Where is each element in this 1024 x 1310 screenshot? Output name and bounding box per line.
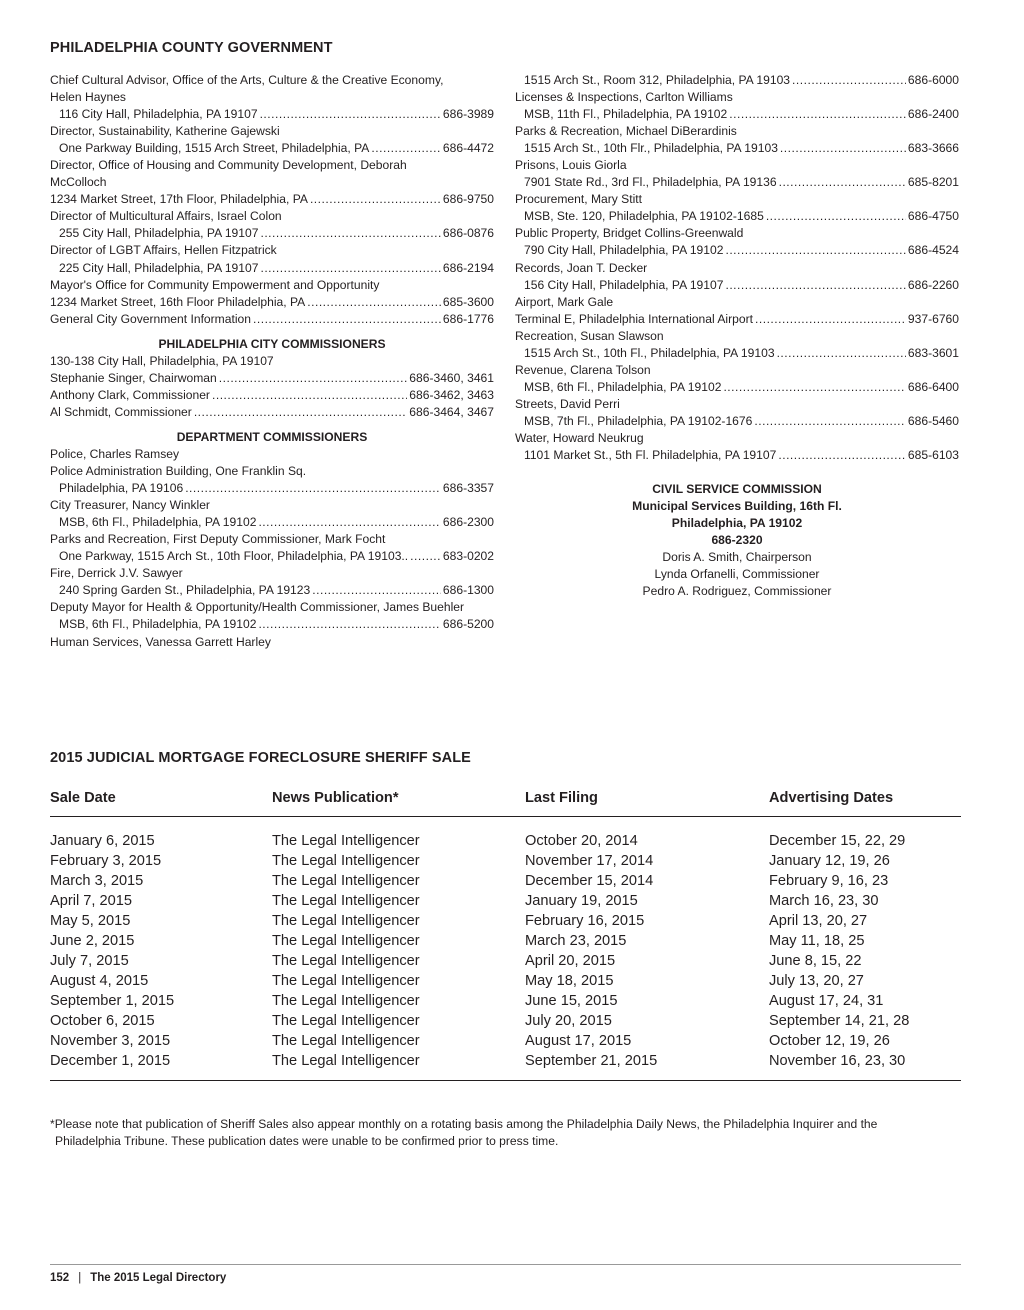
- news-publication-cell: The Legal Intelligencer: [272, 952, 420, 969]
- directory-text-line: [515, 362, 959, 379]
- entry-text: Chief Cultural Advisor, Office of the Arts, Culture & the Creative Economy,: [50, 73, 444, 87]
- dot-leader: [725, 277, 905, 294]
- directory-text-line: [515, 157, 959, 174]
- department-commissioners-list: [50, 446, 494, 651]
- table-row: [50, 1051, 961, 1081]
- directory-text-line: [50, 242, 494, 259]
- government-left-column: [50, 72, 494, 651]
- civil-service-commission: [515, 481, 959, 600]
- entry-text: 240 Spring Garden St., Philadelphia, PA 19123: [59, 583, 311, 598]
- entry-text: Prisons, Louis Giorla: [515, 158, 627, 173]
- entry-text: Police, Charles Ramsey: [50, 446, 180, 461]
- news-publication-cell: The Legal Intelligencer: [272, 1051, 525, 1081]
- directory-text-line: [515, 328, 959, 345]
- directory-entry: [50, 191, 494, 208]
- directory-entry: [515, 379, 959, 396]
- news-publication-cell: The Legal Intelligencer: [272, 852, 420, 869]
- column-header-last-filing: Last Filing: [525, 788, 769, 816]
- entry-text: Licenses & Inspections, Carlton Williams: [515, 90, 733, 105]
- table-row: [50, 851, 961, 871]
- directory-text-line: [50, 531, 494, 548]
- entry-text: MSB, 7th Fl., Philadelphia, PA 19102-1676: [524, 413, 753, 428]
- phone-number: 686-5460: [907, 413, 959, 428]
- directory-text-line: [50, 277, 494, 294]
- sale-date-cell: May 5, 2015: [50, 912, 131, 929]
- entry-text: MSB, 6th Fl., Philadelphia, PA 19102: [59, 617, 257, 632]
- entry-text: Procurement, Mary Stitt: [515, 192, 643, 207]
- phone-number: 686-4750: [907, 209, 959, 224]
- directory-text-line: [50, 89, 494, 106]
- table-row: [50, 1011, 961, 1031]
- phone-number: 686-3464, 3467: [409, 404, 494, 419]
- news-publication-cell: The Legal Intelligencer: [272, 992, 420, 1009]
- entry-text: General City Government Information: [50, 311, 251, 326]
- last-filing-cell: October 20, 2014: [525, 832, 638, 849]
- table-row: [50, 871, 961, 891]
- directory-entry: [515, 345, 959, 362]
- dot-leader: [219, 370, 408, 387]
- dot-leader: [260, 106, 441, 123]
- directory-entry: [50, 514, 494, 531]
- civil-service-phone: 686-2320: [711, 533, 763, 548]
- dot-leader: [185, 480, 441, 497]
- dot-leader: [253, 311, 441, 328]
- phone-number: 683-0202: [442, 549, 494, 564]
- directory-entry: [515, 277, 959, 294]
- dot-leader: [371, 140, 441, 157]
- table-row: [50, 951, 961, 971]
- phone-number: 686-2260: [907, 277, 959, 292]
- entry-text: City Treasurer, Nancy Winkler: [50, 498, 210, 513]
- entry-text: MSB, 11th Fl., Philadelphia, PA 19102: [524, 107, 728, 122]
- entry-text: MSB, 6th Fl., Philadelphia, PA 19102: [59, 515, 257, 530]
- dot-leader: [778, 447, 906, 464]
- column-header-sale-date: Sale Date: [50, 788, 272, 816]
- advertising-dates-cell: December 15, 22, 29: [769, 832, 906, 849]
- entry-text: Airport, Mark Gale: [515, 294, 614, 309]
- entry-text: Director, Office of Housing and Community Development, Deborah: [50, 158, 407, 173]
- entry-text: Water, Howard Neukrug: [515, 430, 644, 445]
- news-publication-cell: The Legal Intelligencer: [272, 912, 420, 929]
- dot-leader: [212, 387, 407, 404]
- entry-text: Fire, Derrick J.V. Sawyer: [50, 566, 183, 581]
- entry-text: 1101 Market St., 5th Fl. Philadelphia, PA 19107: [524, 448, 777, 463]
- civil-service-member: Lynda Orfanelli, Commissioner: [654, 567, 820, 582]
- page-number: 152: [50, 1272, 70, 1284]
- entry-text: Records, Joan T. Decker: [515, 260, 648, 275]
- entry-text: Director of Multicultural Affairs, Israel Colon: [50, 209, 282, 224]
- entry-text: 1515 Arch St., 10th Fl., Philadelphia, PA 19103: [524, 345, 775, 360]
- directory-entry: [50, 225, 494, 242]
- entry-text: 156 City Hall, Philadelphia, PA 19107: [524, 277, 724, 292]
- entry-text: Terminal E, Philadelphia International Airport: [515, 311, 753, 326]
- entry-text: 116 City Hall, Philadelphia, PA 19107: [59, 107, 258, 122]
- city-commissioners-heading: PHILADELPHIA CITY COMMISSIONERS: [158, 336, 386, 351]
- directory-entry: [515, 413, 959, 430]
- directory-entry: [50, 387, 494, 404]
- civil-service-heading: CIVIL SERVICE COMMISSION: [652, 482, 822, 496]
- civil-service-building: Municipal Services Building, 16th Fl.: [632, 499, 842, 514]
- phone-number: 686-6000: [907, 73, 959, 87]
- dot-leader: [194, 404, 407, 421]
- phone-number: 686-5200: [442, 617, 494, 632]
- directory-text-line: [50, 157, 494, 174]
- directory-entry: [50, 616, 494, 633]
- dot-leader: [260, 260, 440, 277]
- dot-leader: [792, 72, 906, 89]
- sale-date-cell: December 1, 2015: [50, 1051, 272, 1081]
- directory-text-line: [50, 72, 494, 89]
- page-footer: [50, 1272, 226, 1284]
- directory-entry: [50, 582, 494, 599]
- dot-leader: [258, 616, 440, 633]
- entry-text: McColloch: [50, 175, 107, 190]
- dot-leader: [725, 242, 905, 259]
- last-filing-cell: August 17, 2015: [525, 1032, 632, 1049]
- directory-text-line: [515, 260, 959, 277]
- directory-text-line: [50, 634, 494, 651]
- phone-number: 685-3600: [442, 294, 494, 309]
- directory-text-line: [515, 123, 959, 140]
- phone-number: 686-1776: [442, 311, 494, 326]
- advertising-dates-cell: May 11, 18, 25: [769, 932, 865, 949]
- entry-text: 1515 Arch St., 10th Flr., Philadelphia, PA 19103: [524, 141, 778, 156]
- civil-service-member: Pedro A. Rodriguez, Commissioner: [642, 584, 832, 599]
- entry-text: 790 City Hall, Philadelphia, PA 19102: [524, 243, 724, 258]
- entry-text: Director, Sustainability, Katherine Gajewski: [50, 124, 280, 139]
- entry-text: 255 City Hall, Philadelphia, PA 19107: [59, 226, 259, 241]
- sale-date-cell: October 6, 2015: [50, 1012, 155, 1029]
- entry-text: Philadelphia, PA 19106: [59, 481, 184, 496]
- entry-text: 7901 State Rd., 3rd Fl., Philadelphia, PA 19136: [524, 175, 777, 190]
- entry-text: One Parkway, 1515 Arch St., 10th Floor, Philadelphia, PA 19103..: [59, 549, 409, 564]
- directory-text-line: [50, 123, 494, 140]
- directory-entry: [50, 370, 494, 387]
- entry-text: Anthony Clark, Commissioner: [50, 387, 210, 402]
- entry-text: Helen Haynes: [50, 90, 126, 105]
- sheriff-sale-rows: [50, 816, 961, 1081]
- sheriff-sale-title: 2015 JUDICIAL MORTGAGE FORECLOSURE SHERIFF SALE: [50, 750, 471, 766]
- dot-leader: [307, 294, 441, 311]
- sale-date-cell: July 7, 2015: [50, 952, 129, 969]
- entry-text: 1234 Market Street, 17th Floor, Philadelphia, PA: [50, 192, 308, 207]
- sale-date-cell: June 2, 2015: [50, 932, 135, 949]
- directory-text-line: [515, 396, 959, 413]
- phone-number: 686-1300: [442, 583, 494, 598]
- directory-entry: [50, 140, 494, 157]
- footnote-line: Philadelphia Tribune. These publication dates were unable to be confirmed prior to press time.: [55, 1134, 559, 1148]
- table-row: [50, 891, 961, 911]
- table-row: [50, 931, 961, 951]
- last-filing-cell: May 18, 2015: [525, 972, 614, 989]
- directory-text-line: [50, 497, 494, 514]
- advertising-dates-cell: February 9, 16, 23: [769, 872, 889, 889]
- advertising-dates-cell: August 17, 24, 31: [769, 992, 884, 1009]
- directory-text-line: [50, 599, 494, 616]
- dot-leader: [260, 225, 440, 242]
- advertising-dates-cell: July 13, 20, 27: [769, 972, 864, 989]
- directory-entry: [515, 242, 959, 259]
- last-filing-cell: January 19, 2015: [525, 892, 638, 909]
- last-filing-cell: March 23, 2015: [525, 932, 627, 949]
- sale-date-cell: September 1, 2015: [50, 992, 175, 1009]
- directory-text-line: [50, 446, 494, 463]
- directory-entry: [50, 260, 494, 277]
- entry-text: MSB, Ste. 120, Philadelphia, PA 19102-1685: [524, 209, 764, 224]
- entry-text: Recreation, Susan Slawson: [515, 328, 664, 343]
- directory-text-line: [515, 89, 959, 106]
- directory-entry: [515, 447, 959, 464]
- news-publication-cell: The Legal Intelligencer: [272, 932, 420, 949]
- sale-date-cell: March 3, 2015: [50, 872, 144, 889]
- phone-number: 685-8201: [907, 175, 959, 190]
- dot-leader: [779, 174, 906, 191]
- sale-date-cell: November 3, 2015: [50, 1032, 171, 1049]
- directory-entry: [50, 480, 494, 497]
- directory-text-line: [50, 565, 494, 582]
- phone-number: 686-3357: [442, 481, 494, 496]
- entry-text: Mayor's Office for Community Empowerment and Opportunity: [50, 277, 380, 292]
- news-publication-cell: The Legal Intelligencer: [272, 832, 420, 849]
- footnote-line: *Please note that publication of Sheriff Sales also appear monthly on a rotating basis among the Philadelphia Daily News, the Philadelphia Inquirer and the: [50, 1117, 878, 1131]
- last-filing-cell: February 16, 2015: [525, 912, 645, 929]
- entry-text: One Parkway Building, 1515 Arch Street, Philadelphia, PA: [59, 141, 370, 156]
- directory-entry: [50, 106, 494, 123]
- dot-leader: [310, 191, 441, 208]
- table-row: [50, 816, 961, 851]
- news-publication-cell: The Legal Intelligencer: [272, 1012, 420, 1029]
- last-filing-cell: September 21, 2015: [525, 1051, 769, 1081]
- sale-date-cell: April 7, 2015: [50, 892, 132, 909]
- dot-leader: [723, 379, 905, 396]
- directory-entry: [515, 72, 959, 89]
- entry-text: 225 City Hall, Philadelphia, PA 19107: [59, 260, 259, 275]
- dot-leader: [258, 514, 440, 531]
- publication-name: The 2015 Legal Directory: [90, 1272, 227, 1284]
- phone-number: 686-3462, 3463: [409, 387, 494, 402]
- directory-text-line: [50, 174, 494, 191]
- phone-number: 686-2300: [442, 515, 494, 530]
- entry-text: Al Schmidt, Commissioner: [50, 404, 192, 419]
- entry-text: Parks & Recreation, Michael DiBerardinis: [515, 124, 737, 139]
- table-row: [50, 971, 961, 991]
- sale-date-cell: August 4, 2015: [50, 972, 149, 989]
- phone-number: 686-2400: [907, 107, 959, 122]
- last-filing-cell: July 20, 2015: [525, 1012, 612, 1029]
- table-row: [50, 991, 961, 1011]
- directory-entry: [50, 311, 494, 328]
- directory-text-line: [515, 294, 959, 311]
- last-filing-cell: April 20, 2015: [525, 952, 616, 969]
- news-publication-cell: The Legal Intelligencer: [272, 872, 420, 889]
- department-commissioners-heading: DEPARTMENT COMMISSIONERS: [176, 429, 368, 444]
- phone-number: 686-6400: [907, 379, 959, 394]
- phone-number: 686-3460, 3461: [409, 370, 494, 385]
- government-right-column: [515, 72, 959, 464]
- advertising-dates-cell: April 13, 20, 27: [769, 912, 868, 929]
- directory-entry: [515, 311, 959, 328]
- phone-number: 683-3666: [907, 141, 959, 156]
- phone-number: 686-2194: [442, 260, 494, 275]
- table-row: [50, 911, 961, 931]
- news-publication-cell: The Legal Intelligencer: [272, 972, 420, 989]
- directory-text-line: [50, 208, 494, 225]
- advertising-dates-cell: January 12, 19, 26: [769, 852, 890, 869]
- footnote: [50, 1116, 950, 1150]
- dot-leader: [754, 413, 906, 430]
- entry-text: Revenue, Clarena Tolson: [515, 362, 651, 377]
- entry-text: Deputy Mayor for Health & Opportunity/Health Commissioner, James Buehler: [50, 600, 465, 615]
- phone-number: 686-0876: [442, 226, 494, 241]
- news-publication-cell: The Legal Intelligencer: [272, 892, 420, 909]
- civil-service-member: Doris A. Smith, Chairperson: [662, 550, 812, 565]
- directory-text-line: [515, 191, 959, 208]
- sale-date-cell: January 6, 2015: [50, 832, 155, 849]
- dot-leader: [729, 106, 906, 123]
- city-commissioners-list: [50, 353, 494, 421]
- news-publication-cell: The Legal Intelligencer: [272, 1032, 420, 1049]
- advertising-dates-cell: September 14, 21, 28: [769, 1012, 910, 1029]
- dot-leader: [777, 345, 906, 362]
- entry-text: Stephanie Singer, Chairwoman: [50, 370, 217, 385]
- column-header-advertising-dates: Advertising Dates: [769, 788, 961, 816]
- phone-number: 686-3989: [442, 107, 494, 122]
- directory-entry: [50, 404, 494, 421]
- entry-text: 130-138 City Hall, Philadelphia, PA 19107: [50, 353, 274, 368]
- directory-entry: [515, 174, 959, 191]
- directory-entry: [515, 106, 959, 123]
- dot-leader: [780, 140, 906, 157]
- directory-entry: [515, 140, 959, 157]
- advertising-dates-cell: October 12, 19, 26: [769, 1032, 890, 1049]
- table-header-row: [50, 788, 961, 816]
- column-header-news-publication: News Publication*: [272, 788, 525, 816]
- entry-text: Public Property, Bridget Collins-Greenwald: [515, 226, 744, 241]
- advertising-dates-cell: November 16, 23, 30: [769, 1051, 961, 1081]
- phone-number: 686-9750: [442, 192, 494, 207]
- entry-text: Parks and Recreation, First Deputy Commissioner, Mark Focht: [50, 532, 386, 547]
- dot-leader: [410, 548, 441, 565]
- dot-leader: [766, 208, 906, 225]
- entry-text: 1515 Arch St., Room 312, Philadelphia, PA 19103: [524, 73, 791, 87]
- last-filing-cell: December 15, 2014: [525, 872, 654, 889]
- civil-service-city: Philadelphia, PA 19102: [671, 516, 803, 531]
- last-filing-cell: November 17, 2014: [525, 852, 654, 869]
- phone-number: 683-3601: [907, 345, 959, 360]
- right-directory-list: [515, 72, 959, 464]
- directory-text-line: [50, 463, 494, 480]
- last-filing-cell: June 15, 2015: [525, 992, 618, 1009]
- dot-leader: [312, 582, 441, 599]
- phone-number: 937-6760: [907, 311, 959, 326]
- entry-text: Director of LGBT Affairs, Hellen Fitzpatrick: [50, 243, 277, 258]
- advertising-dates-cell: March 16, 23, 30: [769, 892, 879, 909]
- entry-text: 1234 Market Street, 16th Floor Philadelphia, PA: [50, 294, 306, 309]
- sheriff-sale-table: [50, 788, 961, 1081]
- table-row: [50, 1031, 961, 1051]
- entry-text: Police Administration Building, One Franklin Sq.: [50, 464, 307, 479]
- directory-text-line: [515, 430, 959, 447]
- entry-text: Streets, David Perri: [515, 396, 620, 411]
- directory-text-line: [515, 225, 959, 242]
- directory-entry: [515, 208, 959, 225]
- sale-date-cell: February 3, 2015: [50, 852, 162, 869]
- dot-leader: [755, 311, 906, 328]
- phone-number: 686-4524: [907, 243, 959, 258]
- directory-text-line: [50, 353, 494, 370]
- footer-separator: |: [78, 1272, 82, 1284]
- phone-number: 686-4472: [442, 141, 494, 156]
- phone-number: 685-6103: [907, 448, 959, 463]
- government-section-title: PHILADELPHIA COUNTY GOVERNMENT: [50, 40, 333, 56]
- footer-divider: [50, 1264, 961, 1265]
- advertising-dates-cell: June 8, 15, 22: [769, 952, 862, 969]
- entry-text: MSB, 6th Fl., Philadelphia, PA 19102: [524, 379, 722, 394]
- left-directory-list: [50, 72, 494, 328]
- directory-entry: [50, 548, 494, 565]
- entry-text: Human Services, Vanessa Garrett Harley: [50, 634, 271, 649]
- directory-entry: [50, 294, 494, 311]
